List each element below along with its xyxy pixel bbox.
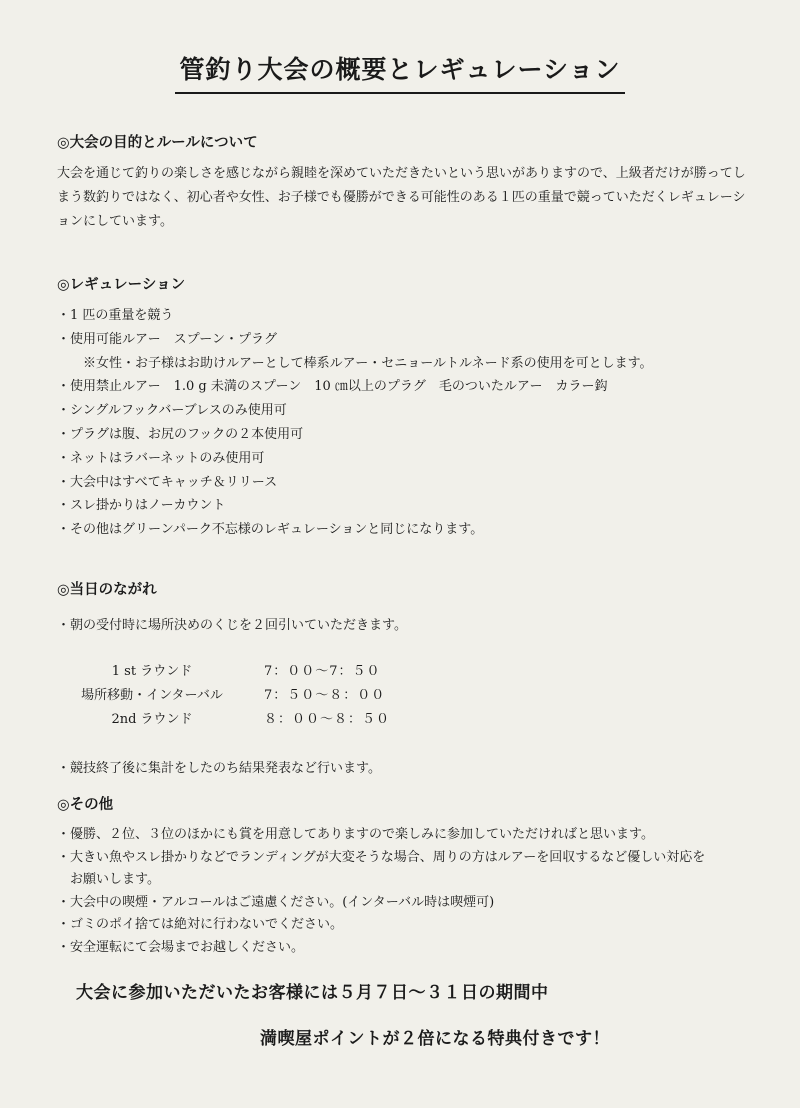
regulation-item: ・大会中はすべてキャッチ＆リリース: [57, 474, 278, 490]
other-item: ・大きい魚やスレ掛かりなどでランディングが大変そうな場合、周りの方はルアーを回収するなど優しい対応を: [57, 849, 706, 865]
schedule-label: 場所移動・インターバル: [81, 688, 223, 703]
regulation-item: ・1 匹の重量を競う: [57, 308, 174, 323]
regulation-item: ・その他はグリーンパーク不忘様のレギュレーションと同じになります。: [57, 522, 484, 538]
regulation-note: ※女性・お子様はお助けルアーとして棒系ルアー・セニョールトルネード系の使用を可とします。: [83, 355, 653, 371]
document-title-block: [0, 50, 800, 94]
regulation-item: ・ネットはラバーネットのみ使用可: [57, 450, 265, 466]
other-item: ・安全運転にて会場までお越しください。: [57, 939, 305, 955]
purpose-heading: ◎大会の目的とルールについて: [57, 135, 258, 151]
other-item-continued: お願いします。: [70, 872, 160, 888]
schedule-time: ８：００～８：５０: [264, 712, 391, 727]
flow-heading: ◎当日のながれ: [57, 582, 157, 598]
flow-outro: ・競技終了後に集計をしたのち結果発表など行います。: [57, 761, 381, 776]
regulation-item: ・プラグは腹、お尻のフックの２本使用可: [57, 426, 304, 442]
notice-line-1: 大会に参加いただいたお客様には５月７日～３１日の期間中: [76, 983, 549, 1003]
purpose-text: 大会を通じて釣りの楽しさを感じながら親睦を深めていただきたいという思いがありますので、上級者だけが勝ってしまう数釣りではなく、初心者や女性、お子様でも優勝ができる可能性のある１匹の重量で競っていただくレギュレーションにしています。: [57, 166, 746, 229]
flow-intro: ・朝の受付時に場所決めのくじを２回引いていただきます。: [57, 618, 407, 633]
other-item: ・大会中の喫煙・アルコールはご遠慮ください。(インターバル時は喫煙可): [57, 894, 495, 910]
schedule-label: 2nd ラウンド: [111, 712, 193, 727]
regulation-item: ・スレ掛かりはノーカウント: [57, 498, 226, 514]
regulation-list: [57, 304, 653, 542]
regulation-item: ・使用禁止ルアー 1.0 g 未満のスプーン 10 ㎝以上のプラグ 毛のついたルアー カラー鈎: [57, 379, 608, 395]
regulation-item: ・使用可能ルアー スプーン・プラグ: [57, 331, 277, 347]
regulation-item: ・シングルフックバーブレスのみ使用可: [57, 403, 287, 419]
schedule-time: 7：００～7：５０: [264, 664, 381, 679]
schedule-time: 7：５０～８：００: [264, 688, 386, 703]
notice-line-2: 満喫屋ポイントが２倍になる特典付きです！: [260, 1029, 610, 1049]
schedule-label: 1 st ラウンド: [111, 664, 193, 679]
other-list: [57, 824, 705, 960]
other-item: ・ゴミのポイ捨ては絶対に行わないでください。: [57, 917, 344, 933]
other-heading: ◎その他: [57, 797, 114, 813]
regulation-heading: ◎レギュレーション: [57, 277, 186, 293]
other-item: ・優勝、２位、３位のほかにも賞を用意してありますので楽しみに参加していただければと思います。: [57, 827, 654, 842]
document-title: 管釣り大会の概要とレギュレーション: [175, 50, 624, 94]
